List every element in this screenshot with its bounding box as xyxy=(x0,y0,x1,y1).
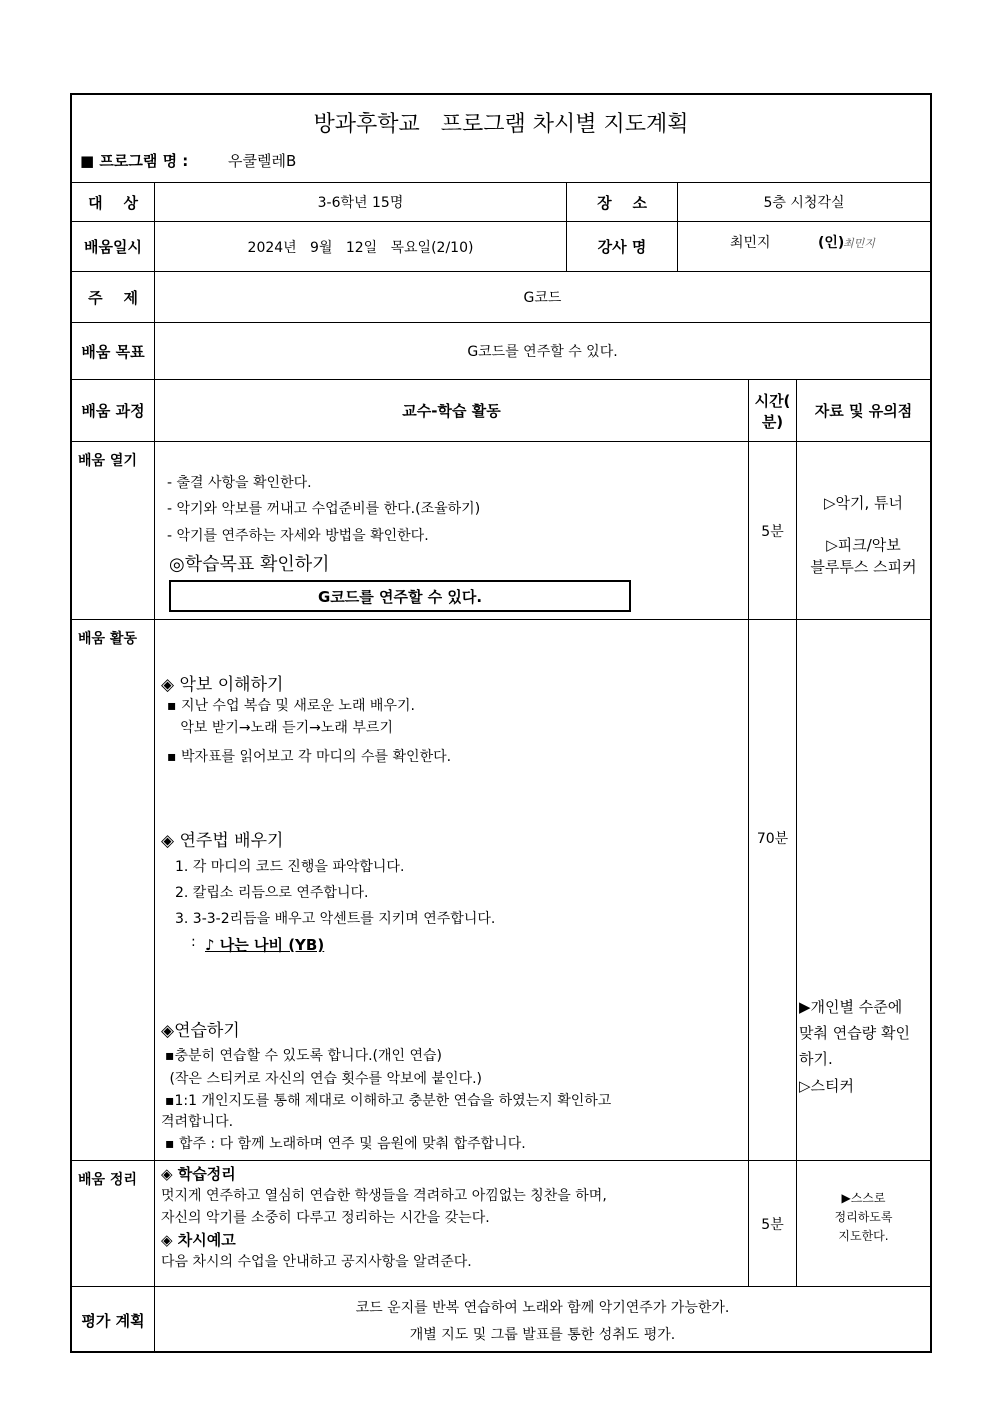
topic-label: 주 제 xyxy=(88,288,138,307)
activity-time: 70분 xyxy=(756,831,789,847)
opening-line: - 악기를 연주하는 자세와 방법을 확인한다. xyxy=(167,528,429,544)
target-label: 대 상 xyxy=(88,193,138,212)
activity-content xyxy=(154,620,748,1160)
opening-line: - 출결 사항을 확인한다. xyxy=(167,475,312,491)
objective-box xyxy=(169,580,631,612)
closing-row xyxy=(72,1161,930,1287)
teacher-signature: 최민지 xyxy=(843,237,875,250)
materials-line: 블루투스 스피커 xyxy=(810,558,917,576)
activity-line: ▪1:1 개인지도를 통해 제대로 이해하고 충분한 연습을 하였는지 확인하고 xyxy=(165,1093,612,1109)
opening-row xyxy=(72,442,930,620)
activity-time-cell xyxy=(748,620,796,1160)
time-header-line2: 분) xyxy=(761,412,784,431)
date-value: 2024년 9월 12일 목요일(2/10) xyxy=(154,222,566,271)
materials-header: 자료 및 유의점 xyxy=(796,380,930,441)
materials-line: 하기. xyxy=(799,1050,833,1068)
opening-time: 5분 xyxy=(748,442,796,619)
activity-line: ▪ 박자표를 읽어보고 각 마디의 수를 확인한다. xyxy=(167,749,452,765)
objective-title: ◎학습목표 확인하기 xyxy=(169,554,330,575)
closing-line: 자신의 악기를 소중히 다루고 정리하는 시간을 갖는다. xyxy=(161,1210,490,1226)
target-value: 3-6학년 15명 xyxy=(154,183,566,221)
objective-text: G코드를 연주할 수 있다. xyxy=(317,587,483,606)
process-label: 배움 과정 xyxy=(81,402,145,420)
materials-line: 맞춰 연습량 확인 xyxy=(799,1024,910,1042)
closing-time: 5분 xyxy=(748,1161,796,1286)
time-header-line1: 시간( xyxy=(754,391,791,410)
activity-materials xyxy=(796,620,930,1160)
opening-content xyxy=(154,442,748,619)
time-header xyxy=(748,380,796,441)
activity-line: 악보 받기→노래 듣기→노래 부르기 xyxy=(167,720,393,736)
materials-line: ▷악기, 튜너 xyxy=(823,494,904,512)
activity-row xyxy=(72,620,930,1161)
topic-row xyxy=(72,272,930,323)
closing-line: 멋지게 연주하고 열심히 연습한 학생들을 격려하고 아낌없는 칭찬을 하며, xyxy=(161,1188,607,1204)
activity-header: 교수-학습 활동 xyxy=(154,380,748,441)
topic-value: G코드 xyxy=(154,272,930,322)
place-label: 장 소 xyxy=(566,183,677,221)
evaluation-label: 평가 계획 xyxy=(81,1311,145,1330)
lesson-plan-table xyxy=(70,93,932,1353)
program-name: 우쿨렐레B xyxy=(228,152,297,170)
target-row xyxy=(72,183,930,222)
evaluation-line: 코드 운지를 반복 연습하여 노래와 함께 악기연주가 가능한가. xyxy=(355,1300,730,1316)
evaluation-content xyxy=(154,1287,930,1353)
activity-line: 2. 칼립소 리듬으로 연주합니다. xyxy=(175,885,369,901)
section-title: ◈ 악보 이해하기 xyxy=(161,675,284,695)
materials-line: ▷스티커 xyxy=(799,1077,855,1095)
materials-line: 지도한다. xyxy=(838,1229,889,1243)
activity-line: (작은 스티커로 자신의 연습 횟수를 악보에 붙인다.) xyxy=(165,1071,483,1087)
activity-line: ▪충분히 연습할 수 있도록 합니다.(개인 연습) xyxy=(165,1048,443,1064)
title-row xyxy=(72,95,930,183)
evaluation-line: 개별 지도 및 그룹 발표를 통한 성취도 평가. xyxy=(409,1327,676,1343)
section-title: ◈연습하기 xyxy=(161,1021,240,1041)
materials-line: ▶스스로 xyxy=(841,1191,886,1205)
process-header-row xyxy=(72,380,930,442)
opening-materials xyxy=(796,442,930,619)
closing-line: 다음 차시의 수업을 안내하고 공지사항을 알려준다. xyxy=(161,1254,472,1270)
opening-line: - 악기와 악보를 꺼내고 수업준비를 한다.(조율하기) xyxy=(167,501,481,517)
closing-content xyxy=(154,1161,748,1286)
song-title: ♪ 나는 나비 (YB) xyxy=(205,936,325,954)
opening-label: 배움 열기 xyxy=(78,453,137,469)
activity-line: ▪ 지난 수업 복습 및 새로운 노래 배우기. xyxy=(167,698,415,714)
section-title: ◈ 학습정리 xyxy=(161,1165,236,1183)
teacher-cell xyxy=(677,222,930,271)
materials-line: ▷피크/악보 xyxy=(826,536,901,554)
song-prefix: : xyxy=(191,934,196,950)
place-value: 5층 시청각실 xyxy=(677,183,930,221)
goal-value: G코드를 연주할 수 있다. xyxy=(154,323,930,379)
activity-label-cell xyxy=(72,620,154,1160)
activity-line: ▪ 합주 : 다 함께 노래하며 연주 및 음원에 맞춰 합주합니다. xyxy=(165,1136,526,1152)
goal-row xyxy=(72,323,930,380)
date-label: 배움일시 xyxy=(84,238,142,256)
closing-label-cell xyxy=(72,1161,154,1286)
teacher-name: 최민지 xyxy=(730,235,771,251)
goal-label: 배움 목표 xyxy=(81,342,145,361)
date-row xyxy=(72,222,930,272)
activity-line: 3. 3-3-2리듬을 배우고 악센트를 지키며 연주합니다. xyxy=(175,911,496,927)
section-title: ◈ 연주법 배우기 xyxy=(161,831,284,851)
materials-line: 정리하도록 xyxy=(834,1210,893,1224)
teacher-label: 강사 명 xyxy=(566,222,677,271)
evaluation-row xyxy=(72,1287,930,1353)
materials-line: ▶개인별 수준에 xyxy=(799,998,903,1016)
activity-line: 격려합니다. xyxy=(161,1114,234,1130)
teacher-seal: (인) xyxy=(818,235,845,251)
closing-label: 배움 정리 xyxy=(78,1172,137,1188)
closing-materials xyxy=(796,1161,930,1286)
program-label: ■ 프로그램 명 : xyxy=(80,152,189,170)
activity-line: 1. 각 마디의 코드 진행을 파악합니다. xyxy=(175,859,405,875)
opening-label-cell xyxy=(72,442,154,619)
page-title: 방과후학교 프로그램 차시별 지도계획 xyxy=(313,112,689,137)
activity-label: 배움 활동 xyxy=(78,631,137,647)
section-title: ◈ 차시예고 xyxy=(161,1231,236,1249)
